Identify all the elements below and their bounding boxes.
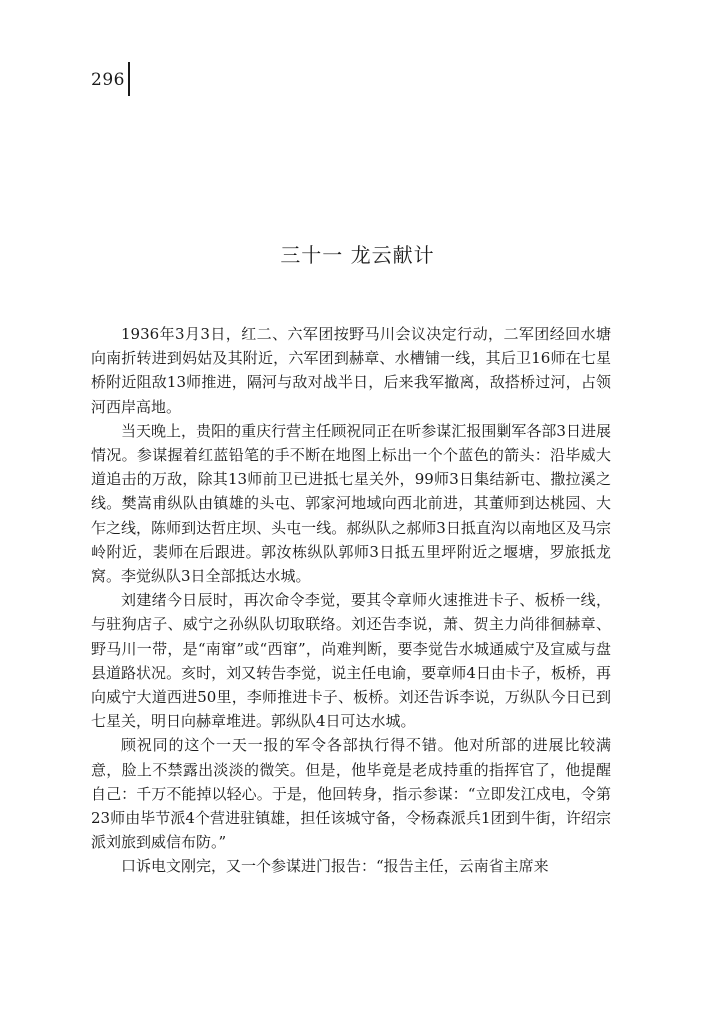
page-number: 296 xyxy=(91,70,125,90)
chapter-title: 三十一 龙云献计 xyxy=(280,243,435,267)
paragraph: 1936年3月3日，红二、六军团按野马川会议决定行动，二军团经回水塘向南折转进到妈姑及其附近，六军团到赫章、水槽铺一线，其后卫16师在七星桥附近阻敌13师推进，隔河与敌对战半日，后来我军撤离，敌搭桥过河，占领河西岸高地。 xyxy=(91,325,611,416)
paragraph: 刘建绪今日辰时，再次命令李觉，要其令章师火速推进卡子、板桥一线，与驻狗店子、威宁之孙纵队切取联络。刘还告李说，萧、贺主力尚徘徊赫章、野马川一带，是“南窜”或“西窜”，尚难判断，要李觉告水城通威宁及宣威与盘县道路状况。亥时，刘又转告李觉，说主任电谕，要章师4日由卡子，板桥，再向威宁大道西进50里，李师推进卡子、板桥。刘还告诉李说，万纵队今日已到七星关，明日向赫章堆进。郭纵队4日可达水城。 xyxy=(91,591,611,731)
paragraph: 顾祝同的这个一天一报的军令各部执行得不错。他对所部的进展比较满意，脸上不禁露出淡淡的微笑。但是，他毕竟是老成持重的指挥官了，他提醒自己：千万不能掉以轻心。于是，他回转身，指示参谋：“立即发江戍电，令第23师由毕节派4个营进驻镇雄，担任该城守备，令杨森派兵1团到牛街，许绍宗派刘旅到威信布防。” xyxy=(91,736,611,852)
paragraph: 当天晚上，贵阳的重庆行营主任顾祝同正在听参谋汇报围剿军各部3日进展情况。参谋握着红蓝铅笔的手不断在地图上标出一个个蓝色的箭头：沿毕威大道追击的万敌，除其13师前卫已进抵七星关外，99师3日集结新屯、撒拉溪之线。樊嵩甫纵队由镇雄的头屯、郭家河地域向西北前进，其董师到达桃园、大乍之线，陈师到达哲庄坝、头屯一线。郝纵队之郝师3日抵直沟以南地区及马宗岭附近，裴师在后跟进。郭汝栋纵队郭师3日抵五里坪附近之堰塘，罗旅抵龙窝。李觉纵队3日全部抵达水城。 xyxy=(91,421,611,586)
paragraph: 口诉电文刚完，又一个参谋进门报告：“报告主任，云南省主席来 xyxy=(121,857,549,876)
body-text xyxy=(91,322,611,879)
page-number-divider xyxy=(128,62,130,96)
